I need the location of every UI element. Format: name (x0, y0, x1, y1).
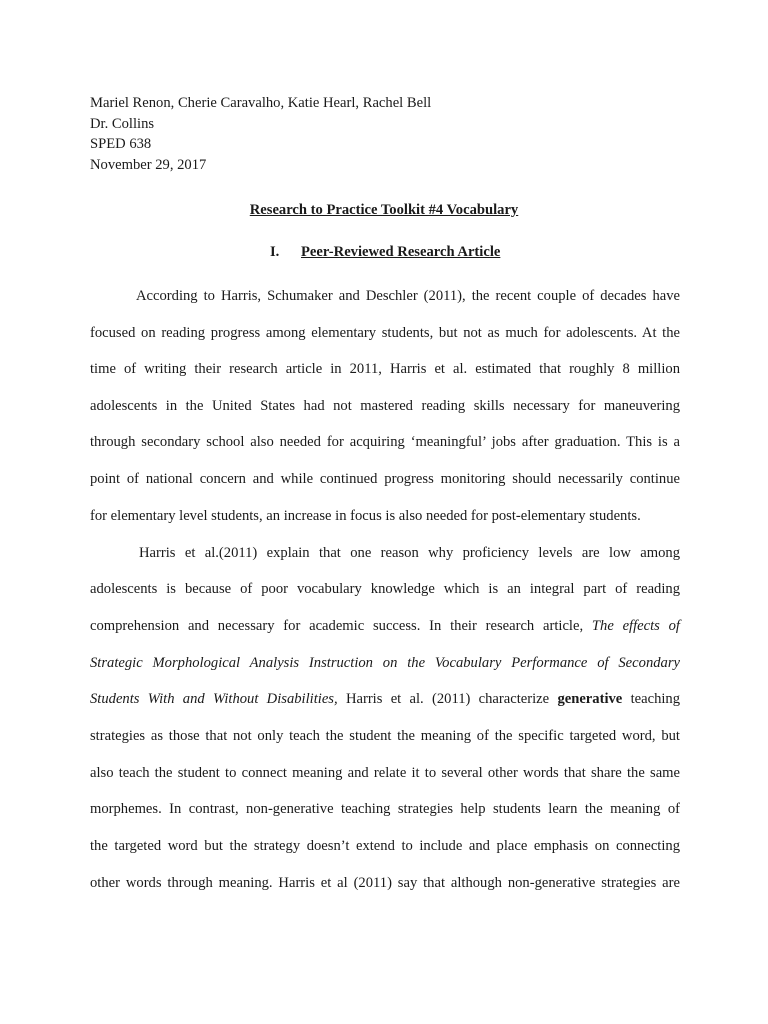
paragraph-2-line-5-text: Harris et al. (2011) characterize (345, 691, 550, 707)
paragraph-1-line-7: for elementary level students, an increase in focus is also needed for post-elementary students. (90, 508, 641, 524)
paragraph-1-line-3: time of writing their research article in 2011, Harris et al. estimated that roughly 8 million (90, 361, 680, 377)
document-title-text: Research to Practice Toolkit #4 Vocabulary (249, 202, 519, 218)
section-heading (270, 243, 500, 261)
paragraph-2-line-2: adolescents is because of poor vocabulary knowledge which is an integral part of reading (90, 581, 680, 597)
paragraph-2-line-3-text: comprehension and necessary for academic success. In their research article, (90, 618, 584, 634)
author-names: Mariel Renon, Cherie Caravalho, Katie Hearl, Rachel Bell (90, 95, 432, 111)
paragraph-1-line-6: point of national concern and while continued progress monitoring should necessarily continue (90, 471, 680, 487)
article-title-part-1: The effects of (591, 618, 680, 634)
paragraph-2-line-5 (90, 690, 680, 708)
section-heading-text: Peer-Reviewed Research Article (301, 244, 501, 260)
paragraph-1-line-1: According to Harris, Schumaker and Deschler (2011), the recent couple of decades have (136, 288, 680, 304)
paragraph-2-line-9: the targeted word but the strategy doesn’t extend to include and place emphasis on connecting (90, 838, 680, 854)
paragraph-2-line-1: Harris et al.(2011) explain that one reason why proficiency levels are low among (139, 545, 680, 561)
course-code: SPED 638 (90, 136, 152, 153)
paragraph-2-line-6: strategies as those that not only teach the student the meaning of the specific targeted word, but (90, 728, 680, 744)
paragraph-2-line-5-tail: teaching (630, 691, 681, 707)
paragraph-1-line-5: through secondary school also needed for acquiring ‘meaningful’ jobs after graduation. This is a (90, 434, 680, 450)
paragraph-2-line-7: also teach the student to connect meaning and relate it to several other words that share the same (90, 765, 680, 781)
article-title-part-2: Strategic Morphological Analysis Instruction on the Vocabulary Performance of Secondary (90, 655, 680, 671)
section-number: I. (270, 244, 280, 260)
paragraph-2-line-10: other words through meaning. Harris et al (2011) say that although non-generative strategies are (90, 875, 680, 891)
paragraph-1-line-4: adolescents in the United States had not mastered reading skills necessary for maneuvering (90, 398, 680, 414)
document-title (0, 201, 768, 219)
paragraph-2-line-4 (90, 654, 680, 672)
paragraph-2-line-8: morphemes. In contrast, non-generative teaching strategies help students learn the meaning of (90, 801, 680, 817)
generative-term: generative (557, 691, 623, 707)
paragraph-2-line-3 (90, 617, 680, 635)
document-header (90, 93, 431, 176)
instructor-name: Dr. Collins (90, 115, 155, 132)
paragraph-1-line-2: focused on reading progress among elementary students, but not as much for adolescents. At the (90, 325, 680, 341)
document-date: November 29, 2017 (90, 157, 207, 174)
article-title-part-3: Students With and Without Disabilities, (90, 691, 338, 707)
